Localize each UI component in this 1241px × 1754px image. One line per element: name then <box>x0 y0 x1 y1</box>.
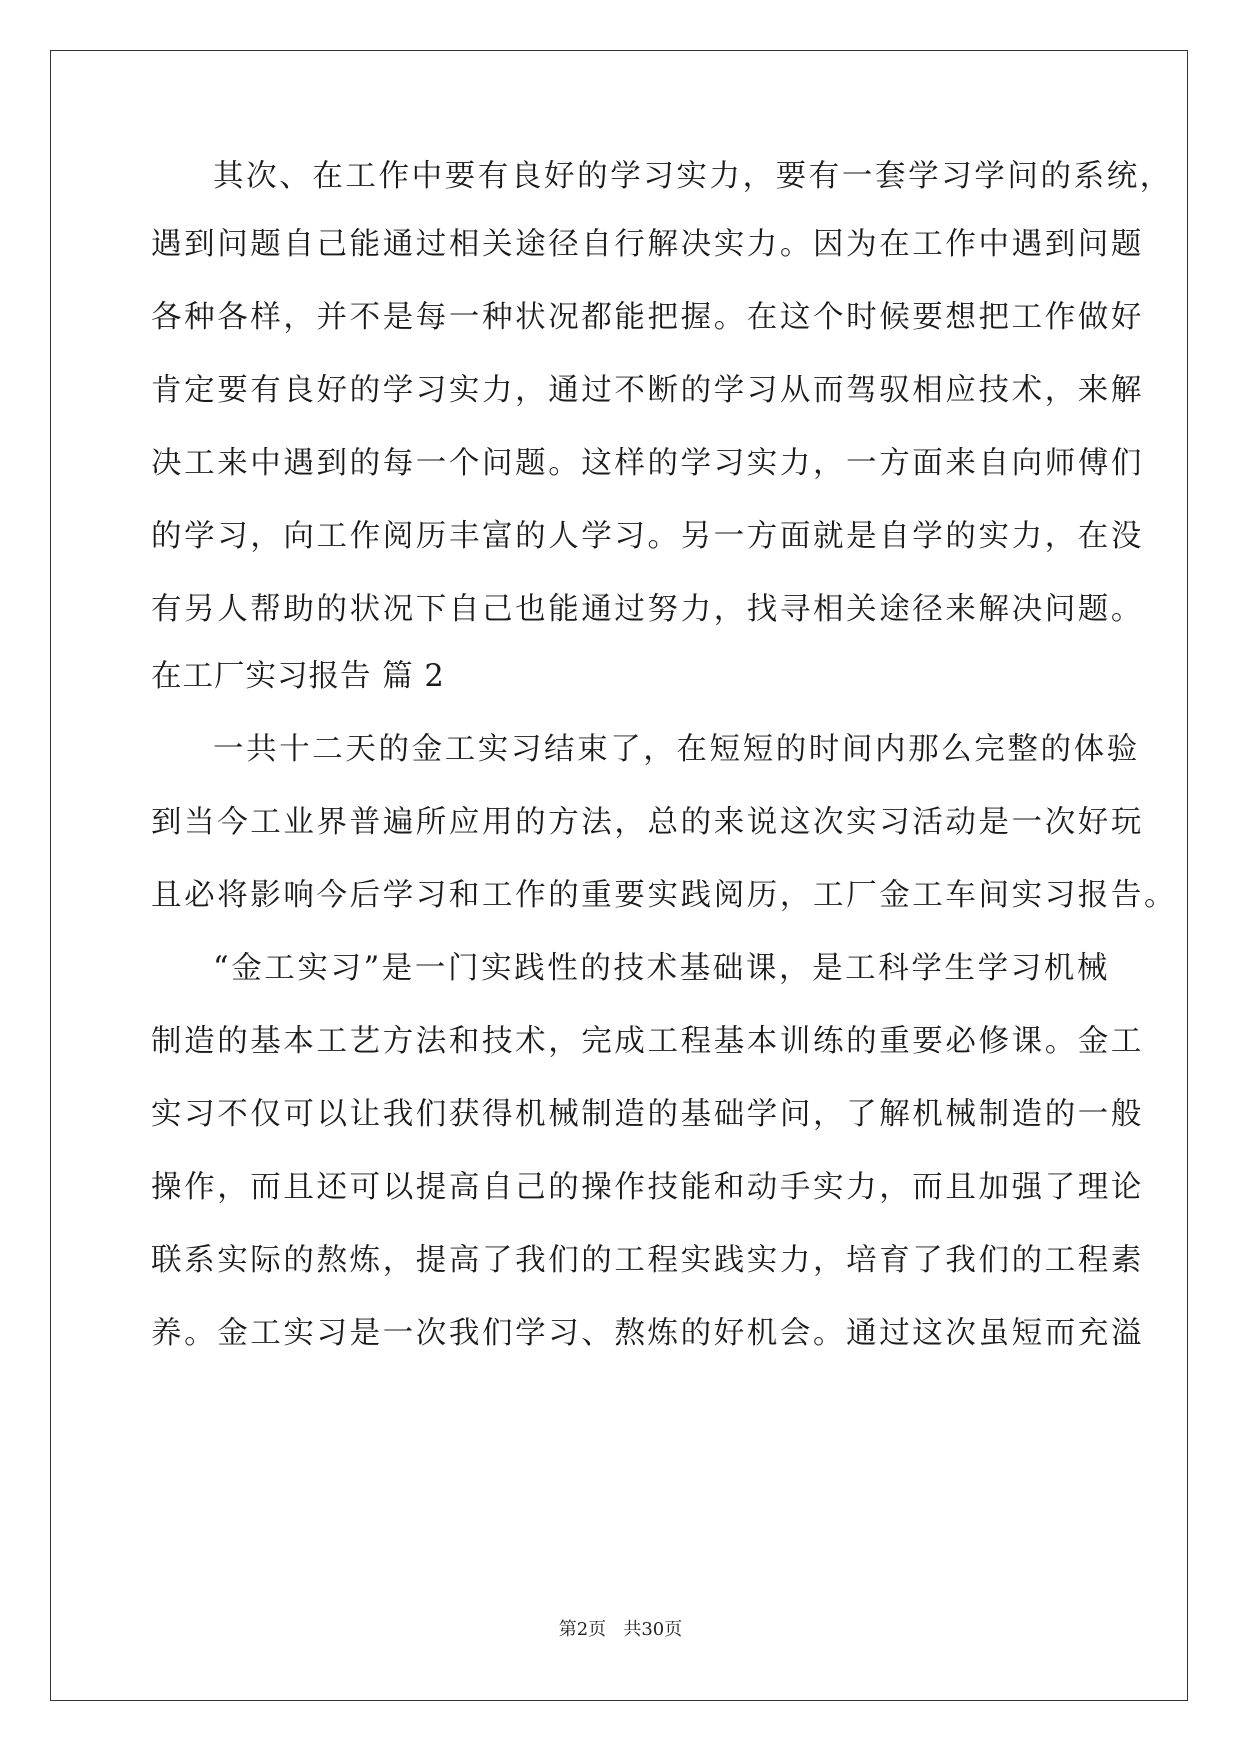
body-text-line: 且必将影响今后学习和工作的重要实践阅历，工厂金工车间实习报告。 <box>151 878 1178 913</box>
body-text-line: 有另人帮助的状况下自己也能通过努力，找寻相关途径来解决问题。 <box>151 592 1144 627</box>
body-text-line: 各种各样，并不是每一种状况都能把握。在这个时候要想把工作做好 <box>151 300 1144 335</box>
body-text-line: 到当今工业界普遍所应用的方法，总的来说这次实习活动是一次好玩 <box>151 805 1144 840</box>
body-text-line: “金工实习”是一门实践性的技术基础课，是工科学生学习机械 <box>213 951 1110 986</box>
body-text-line: 制造的基本工艺方法和技术，完成工程基本训练的重要必修课。金工 <box>151 1024 1144 1059</box>
body-text-line: 实习不仅可以让我们获得机械制造的基础学问，了解机械制造的一般 <box>151 1097 1144 1132</box>
body-text-line: 其次、在工作中要有良好的学习实力，要有一套学习学问的系统， <box>213 159 1173 194</box>
section-heading: 在工厂实习报告 篇 2 <box>151 659 445 694</box>
body-text-line: 决工来中遇到的每一个问题。这样的学习实力，一方面来自向师傅们 <box>151 446 1144 481</box>
body-text-line: 遇到问题自己能通过相关途径自行解决实力。因为在工作中遇到问题 <box>151 227 1144 262</box>
body-text-line: 肯定要有良好的学习实力，通过不断的学习从而驾驭相应技术，来解 <box>151 373 1144 408</box>
page-number-footer: 第2页 共30页 <box>558 1619 683 1640</box>
body-text-line: 联系实际的熬炼，提高了我们的工程实践实力，培育了我们的工程素 <box>151 1243 1144 1278</box>
body-text-line: 养。金工实习是一次我们学习、熬炼的好机会。通过这次虽短而充溢 <box>151 1316 1144 1351</box>
body-text-line: 一共十二天的金工实习结束了，在短短的时间内那么完整的体验 <box>213 732 1140 767</box>
body-text-line: 操作，而且还可以提高自己的操作技能和动手实力，而且加强了理论 <box>151 1170 1144 1205</box>
body-text-line: 的学习，向工作阅历丰富的人学习。另一方面就是自学的实力，在没 <box>151 519 1144 554</box>
